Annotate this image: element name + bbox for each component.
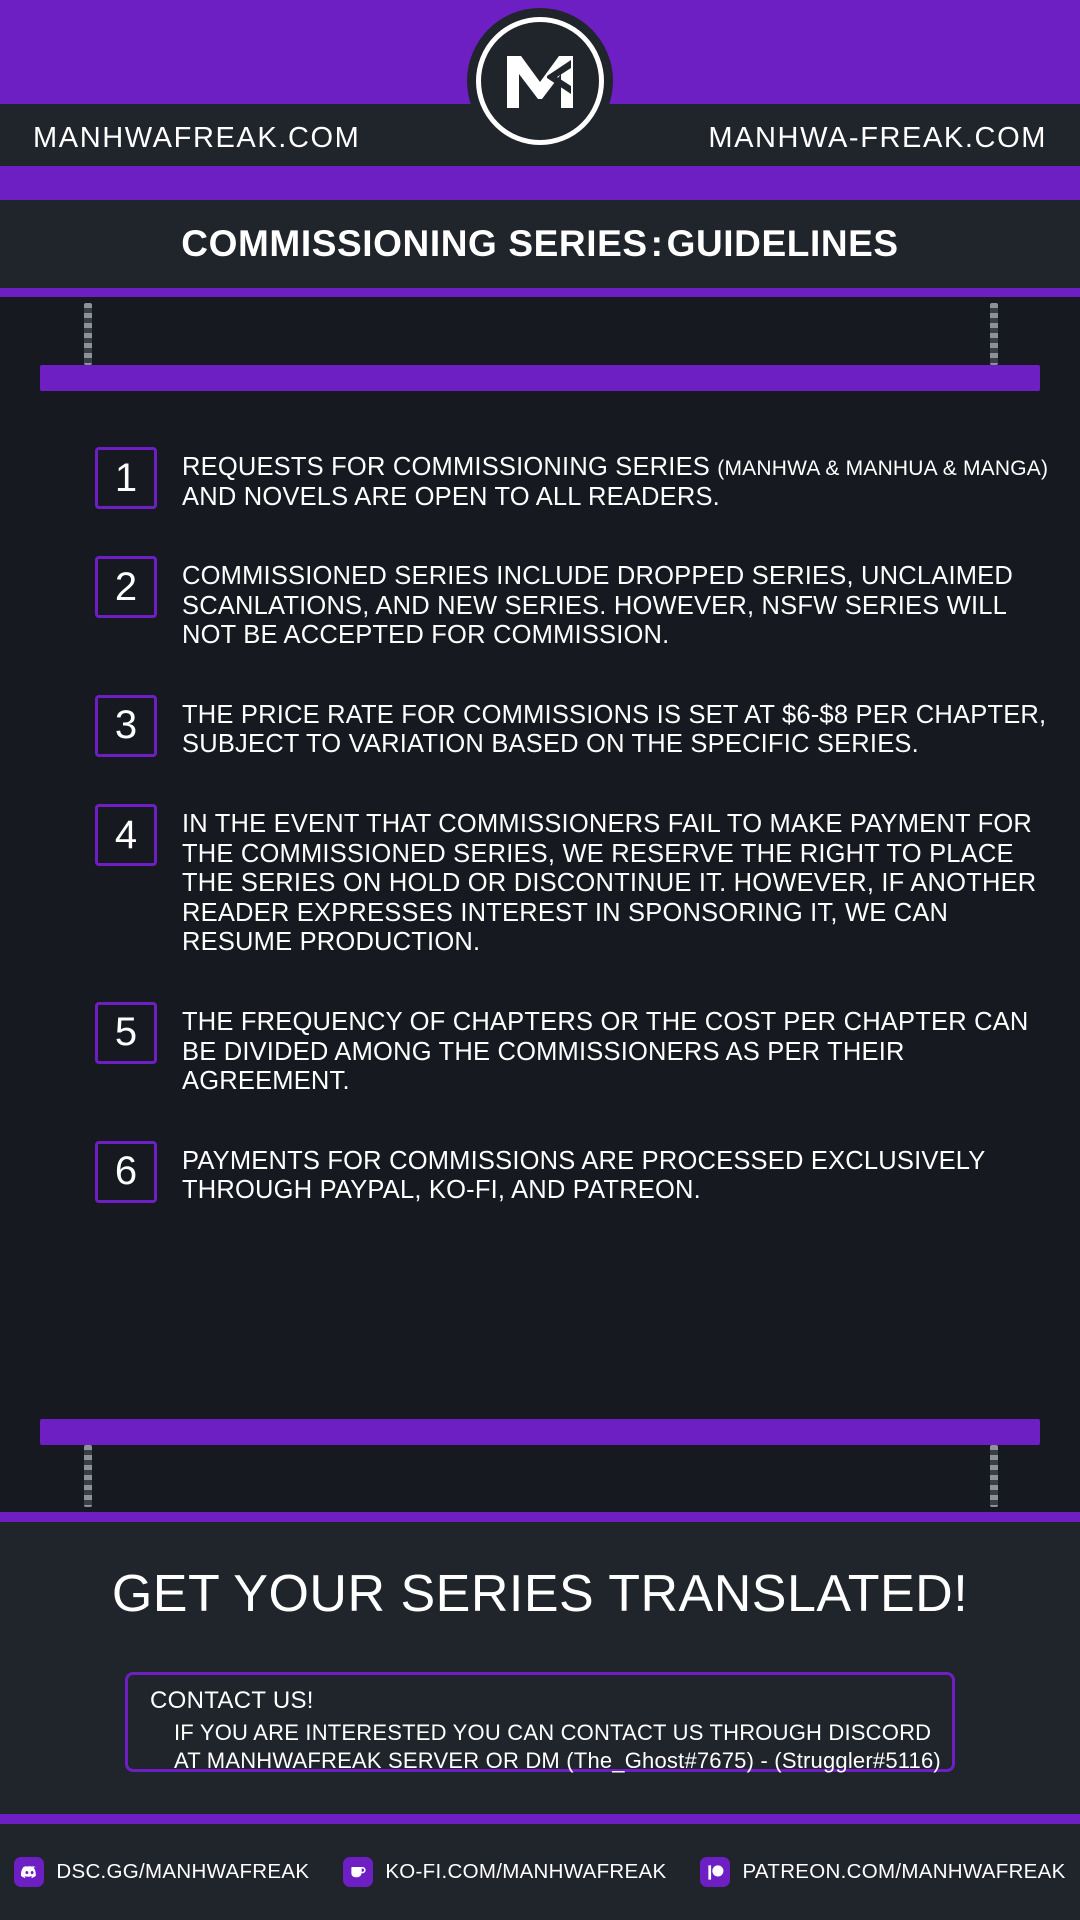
list-item xyxy=(0,1002,1080,1097)
list-item xyxy=(0,447,1080,512)
contact-details xyxy=(128,1715,952,1774)
rule-text: PAYMENTS FOR COMMISSIONS ARE PROCESSED EXCLUSIVELY THROUGH PAYPAL, KO-FI, AND PATREON. xyxy=(182,1146,986,1205)
list-item xyxy=(0,804,1080,958)
domain-left: MANHWAFREAK.COM xyxy=(33,122,361,154)
list-item xyxy=(0,1141,1080,1206)
chain-bottom-right xyxy=(990,1445,998,1507)
contact-line-2: AT MANHWAFREAK SERVER OR DM (The_Ghost#7675) - (Struggler#5116) xyxy=(174,1747,941,1773)
cta-bottom-rule xyxy=(0,1814,1080,1824)
rule-text: THE PRICE RATE FOR COMMISSIONS IS SET AT $6-$8 PER CHAPTER, SUBJECT TO VARIATION BASED ON THE SPECIFIC SERIES. xyxy=(182,700,1047,759)
title-top-rule xyxy=(0,190,1080,200)
page-title xyxy=(181,223,898,265)
patreon-icon xyxy=(700,1857,730,1887)
cta-headline: GET YOUR SERIES TRANSLATED! xyxy=(111,1565,969,1623)
social-link-kofi[interactable] xyxy=(343,1857,666,1887)
social-link-patreon[interactable] xyxy=(700,1857,1065,1887)
chain-bottom-left xyxy=(84,1445,92,1507)
logo-mark-icon xyxy=(501,46,579,116)
social-bar xyxy=(0,1824,1080,1920)
social-label: KO-FI.COM/MANHWAFREAK xyxy=(385,1860,667,1883)
rule-text-before: REQUESTS FOR COMMISSIONING SERIES xyxy=(182,453,718,481)
rule-text-after: AND NOVELS ARE OPEN TO ALL READERS. xyxy=(182,482,720,511)
chain-top-right xyxy=(990,303,998,365)
social-label: PATREON.COM/MANHWAFREAK xyxy=(742,1860,1066,1883)
divider-bar-bottom xyxy=(40,1419,1040,1445)
list-item xyxy=(0,695,1080,760)
top-banner xyxy=(0,0,1080,190)
rule-text-small: (MANHWA & MANHUA & MANGA) xyxy=(717,457,1049,480)
title-band xyxy=(0,200,1080,288)
list-item xyxy=(0,556,1080,651)
rule-number: 4 xyxy=(95,804,157,866)
rule-text: THE FREQUENCY OF CHAPTERS OR THE COST PER CHAPTER CAN BE DIVIDED AMONG THE COMMISSIONERS AS PER THEIR AGREEMENT. xyxy=(182,1007,1029,1096)
divider-bar-top xyxy=(40,365,1040,391)
domain-right: MANHWA-FREAK.COM xyxy=(708,122,1047,154)
contact-box xyxy=(125,1672,955,1772)
social-link-discord[interactable] xyxy=(14,1857,309,1887)
rule-number: 1 xyxy=(95,447,157,509)
guidelines-body xyxy=(0,297,1080,1512)
logo-ring xyxy=(476,17,604,145)
page-title-main: COMMISSIONING SERIES xyxy=(181,223,648,264)
cta-section xyxy=(0,1522,1080,1814)
rule-number: 5 xyxy=(95,1002,157,1064)
top-underline-left xyxy=(0,176,478,187)
social-label: DSC.GG/MANHWAFREAK xyxy=(56,1860,310,1883)
chain-top-left xyxy=(84,303,92,365)
rule-number: 3 xyxy=(95,695,157,757)
rule-text xyxy=(182,447,1050,512)
cta-top-rule xyxy=(0,1512,1080,1522)
page-title-sub: GUIDELINES xyxy=(666,223,899,264)
title-bottom-rule xyxy=(0,288,1080,297)
rules-list xyxy=(0,447,1080,1250)
contact-line-1: IF YOU ARE INTERESTED YOU CAN CONTACT US THROUGH DISCORD xyxy=(174,1720,932,1745)
discord-icon xyxy=(14,1857,44,1887)
page-title-separator: : xyxy=(650,223,664,264)
rule-number: 6 xyxy=(95,1141,157,1203)
rule-number: 2 xyxy=(95,556,157,618)
contact-heading: CONTACT US! xyxy=(150,1687,314,1714)
top-underline-right xyxy=(588,176,1080,187)
rule-text: IN THE EVENT THAT COMMISSIONERS FAIL TO MAKE PAYMENT FOR THE COMMISSIONED SERIES, WE RESERVE THE RIGHT TO PLACE THE SERIES ON HOLD OR DISCONTINUE IT. HOWEVER, IF ANOTHER READER EXPRESSES INTEREST IN SPONSORING IT, WE CAN RESUME PRODUCTION. xyxy=(182,810,1037,957)
kofi-icon xyxy=(343,1857,373,1887)
site-logo xyxy=(467,8,613,154)
rule-text: COMMISSIONED SERIES INCLUDE DROPPED SERIES, UNCLAIMED SCANLATIONS, AND NEW SERIES. HOWEVER, NSFW SERIES WILL NOT BE ACCEPTED FOR COMMISSION. xyxy=(182,562,1013,650)
